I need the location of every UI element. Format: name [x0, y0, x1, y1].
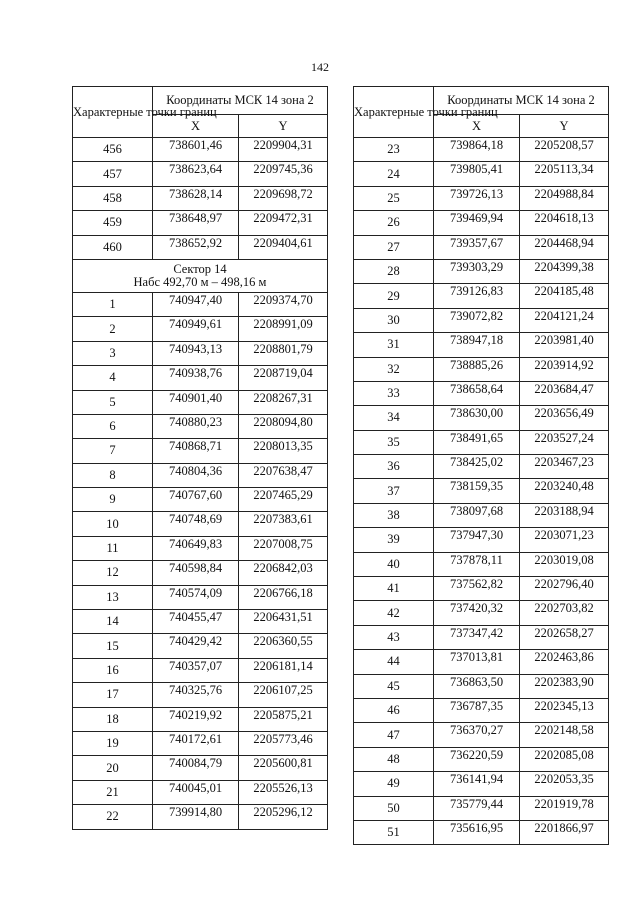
- coord-y: 2205600,81: [239, 756, 328, 780]
- table-row: [73, 805, 328, 829]
- coord-y: 2201866,97: [520, 820, 609, 844]
- coord-y: 2207383,61: [239, 512, 328, 536]
- point-number: 17: [73, 683, 153, 707]
- point-number: 51: [354, 820, 434, 844]
- table-row: [354, 625, 609, 649]
- coord-y: 2201919,78: [520, 796, 609, 820]
- point-number: 19: [73, 731, 153, 755]
- coord-y: 2206181,14: [239, 658, 328, 682]
- coord-y: 2208267,31: [239, 390, 328, 414]
- coord-x: 737562,82: [434, 577, 520, 601]
- point-number: 1: [73, 292, 153, 316]
- point-number: 27: [354, 235, 434, 259]
- coord-x: 738491,65: [434, 430, 520, 454]
- point-number: 24: [354, 162, 434, 186]
- coord-y: 2203071,23: [520, 528, 609, 552]
- coord-y: 2203240,48: [520, 479, 609, 503]
- table-row: [73, 366, 328, 390]
- coord-x: 739805,41: [434, 162, 520, 186]
- coord-x: 738623,64: [153, 162, 239, 186]
- coord-y: 2209745,36: [239, 162, 328, 186]
- sector-title: Сектор 14: [173, 261, 227, 276]
- point-number: 37: [354, 479, 434, 503]
- point-number: 6: [73, 414, 153, 438]
- point-number: 460: [73, 235, 153, 259]
- coord-y: 2203527,24: [520, 430, 609, 454]
- coord-x: 740219,92: [153, 707, 239, 731]
- coord-x: 738885,26: [434, 357, 520, 381]
- coord-y: 2204185,48: [520, 284, 609, 308]
- point-number: 32: [354, 357, 434, 381]
- table-row: [354, 528, 609, 552]
- table-row: [73, 561, 328, 585]
- point-number: 29: [354, 284, 434, 308]
- header-x: X: [434, 115, 520, 138]
- coordinates-table-left: [72, 86, 328, 830]
- table-row: [354, 796, 609, 820]
- table-row: [73, 610, 328, 634]
- point-number: 39: [354, 528, 434, 552]
- coord-y: 2208991,09: [239, 317, 328, 341]
- table-row: [354, 333, 609, 357]
- coord-y: 2209698,72: [239, 186, 328, 210]
- coord-x: 740868,71: [153, 439, 239, 463]
- point-number: 20: [73, 756, 153, 780]
- table-row: [73, 634, 328, 658]
- coord-y: 2206842,03: [239, 561, 328, 585]
- table-row: [73, 707, 328, 731]
- coord-x: 738097,68: [434, 503, 520, 527]
- point-number: 28: [354, 259, 434, 283]
- coord-y: 2202796,40: [520, 577, 609, 601]
- coord-y: 2203467,23: [520, 455, 609, 479]
- table-row: [73, 463, 328, 487]
- point-number: 26: [354, 211, 434, 235]
- coord-y: 2202658,27: [520, 625, 609, 649]
- coord-y: 2204468,94: [520, 235, 609, 259]
- coord-y: 2203981,40: [520, 333, 609, 357]
- coord-x: 740325,76: [153, 683, 239, 707]
- table-row: [73, 414, 328, 438]
- table-row: [354, 601, 609, 625]
- table-row: [73, 162, 328, 186]
- coord-y: 2206431,51: [239, 610, 328, 634]
- point-number: 458: [73, 186, 153, 210]
- point-number: 45: [354, 674, 434, 698]
- coord-y: 2202383,90: [520, 674, 609, 698]
- point-number: 25: [354, 186, 434, 210]
- coord-x: 740947,40: [153, 292, 239, 316]
- coord-x: 738425,02: [434, 455, 520, 479]
- coord-x: 740804,36: [153, 463, 239, 487]
- table-row: [354, 138, 609, 162]
- table-row: [73, 488, 328, 512]
- coord-x: 740880,23: [153, 414, 239, 438]
- coord-x: 738658,64: [434, 381, 520, 405]
- point-number: 47: [354, 723, 434, 747]
- coord-y: 2202703,82: [520, 601, 609, 625]
- coord-x: 737420,32: [434, 601, 520, 625]
- table-row: [354, 698, 609, 722]
- table-row: [354, 723, 609, 747]
- coord-x: 738947,18: [434, 333, 520, 357]
- sector-subtitle: Набс 492,70 м – 498,16 м: [133, 274, 267, 289]
- coord-x: 739126,83: [434, 284, 520, 308]
- header-y: Y: [239, 115, 328, 138]
- table-row: [354, 479, 609, 503]
- coord-y: 2202463,86: [520, 650, 609, 674]
- coord-x: 740084,79: [153, 756, 239, 780]
- coord-x: 737878,11: [434, 552, 520, 576]
- coord-y: 2207465,29: [239, 488, 328, 512]
- point-number: 13: [73, 585, 153, 609]
- coordinates-table-right: [353, 86, 609, 845]
- table-row: [354, 455, 609, 479]
- point-number: 44: [354, 650, 434, 674]
- left-rows-top: [73, 138, 328, 260]
- table-row: [354, 747, 609, 771]
- table-row: [73, 536, 328, 560]
- page-number: 142: [311, 60, 329, 74]
- table-row: [354, 772, 609, 796]
- coord-x: 737013,81: [434, 650, 520, 674]
- coord-x: 739469,94: [434, 211, 520, 235]
- table-row: [354, 211, 609, 235]
- left-rows-bottom: [73, 292, 328, 829]
- table-row: [354, 406, 609, 430]
- coord-x: 740357,07: [153, 658, 239, 682]
- right-rows: [354, 138, 609, 845]
- point-number: 42: [354, 601, 434, 625]
- coord-x: 740943,13: [153, 341, 239, 365]
- point-number: 11: [73, 536, 153, 560]
- point-number: 3: [73, 341, 153, 365]
- coord-y: 2209904,31: [239, 138, 328, 162]
- coord-y: 2209404,61: [239, 235, 328, 259]
- point-number: 50: [354, 796, 434, 820]
- coord-y: 2202345,13: [520, 698, 609, 722]
- table-row: [73, 756, 328, 780]
- coord-y: 2203684,47: [520, 381, 609, 405]
- table-row: [73, 731, 328, 755]
- table-row: [354, 357, 609, 381]
- table-row: [354, 674, 609, 698]
- point-number: 35: [354, 430, 434, 454]
- table-row: [354, 381, 609, 405]
- coord-y: 2208801,79: [239, 341, 328, 365]
- point-number: 31: [354, 333, 434, 357]
- point-number: 15: [73, 634, 153, 658]
- coord-y: 2204121,24: [520, 308, 609, 332]
- point-number: 4: [73, 366, 153, 390]
- coord-x: 739726,13: [434, 186, 520, 210]
- coord-x: 740045,01: [153, 780, 239, 804]
- table-row: [73, 390, 328, 414]
- coord-x: 738648,97: [153, 211, 239, 235]
- point-number: 459: [73, 211, 153, 235]
- point-number: 40: [354, 552, 434, 576]
- table-row: [73, 512, 328, 536]
- coord-y: 2202053,35: [520, 772, 609, 796]
- coord-y: 2205526,13: [239, 780, 328, 804]
- coord-y: 2203656,49: [520, 406, 609, 430]
- coord-x: 740574,09: [153, 585, 239, 609]
- coord-x: 735616,95: [434, 820, 520, 844]
- point-number: 48: [354, 747, 434, 771]
- coord-y: 2205208,57: [520, 138, 609, 162]
- coord-y: 2208013,35: [239, 439, 328, 463]
- coord-x: 740901,40: [153, 390, 239, 414]
- header-boundary-points: Характерные точки границ: [73, 87, 153, 138]
- point-number: 22: [73, 805, 153, 829]
- coord-y: 2205773,46: [239, 731, 328, 755]
- coord-x: 738628,14: [153, 186, 239, 210]
- table-row: [354, 552, 609, 576]
- point-number: 7: [73, 439, 153, 463]
- point-number: 8: [73, 463, 153, 487]
- table-row: [354, 162, 609, 186]
- point-number: 457: [73, 162, 153, 186]
- coord-x: 736863,50: [434, 674, 520, 698]
- coord-y: 2204618,13: [520, 211, 609, 235]
- coord-x: 739914,80: [153, 805, 239, 829]
- coord-y: 2204988,84: [520, 186, 609, 210]
- coord-x: 736220,59: [434, 747, 520, 771]
- table-row: [73, 211, 328, 235]
- table-row: [354, 259, 609, 283]
- table-row: [354, 577, 609, 601]
- coord-y: 2206107,25: [239, 683, 328, 707]
- coord-y: 2202085,08: [520, 747, 609, 771]
- point-number: 46: [354, 698, 434, 722]
- point-number: 21: [73, 780, 153, 804]
- sector-caption: [73, 259, 328, 292]
- table-row: [73, 658, 328, 682]
- table-row: [73, 292, 328, 316]
- coord-x: 740767,60: [153, 488, 239, 512]
- point-number: 34: [354, 406, 434, 430]
- point-number: 5: [73, 390, 153, 414]
- coord-y: 2205875,21: [239, 707, 328, 731]
- sector-row: [73, 259, 328, 292]
- coord-y: 2204399,38: [520, 259, 609, 283]
- header-boundary-points: Характерные точки границ: [354, 87, 434, 138]
- coord-y: 2208719,04: [239, 366, 328, 390]
- coord-x: 740172,61: [153, 731, 239, 755]
- coord-x: 740949,61: [153, 317, 239, 341]
- table-row: [354, 235, 609, 259]
- point-number: 10: [73, 512, 153, 536]
- coord-x: 739357,67: [434, 235, 520, 259]
- coord-x: 737347,42: [434, 625, 520, 649]
- table-row: [73, 317, 328, 341]
- table-row: [73, 341, 328, 365]
- coord-y: 2209472,31: [239, 211, 328, 235]
- table-row: [354, 284, 609, 308]
- coord-x: 739864,18: [434, 138, 520, 162]
- table-row: [73, 780, 328, 804]
- point-number: 49: [354, 772, 434, 796]
- point-number: 456: [73, 138, 153, 162]
- coord-x: 736787,35: [434, 698, 520, 722]
- coord-x: 739072,82: [434, 308, 520, 332]
- table-row: [354, 650, 609, 674]
- table-row: [354, 503, 609, 527]
- coord-x: 740429,42: [153, 634, 239, 658]
- point-number: 36: [354, 455, 434, 479]
- coord-x: 740649,83: [153, 536, 239, 560]
- coord-y: 2203019,08: [520, 552, 609, 576]
- coord-y: 2207008,75: [239, 536, 328, 560]
- table-row: [73, 439, 328, 463]
- header-y: Y: [520, 115, 609, 138]
- point-number: 38: [354, 503, 434, 527]
- coord-y: 2205296,12: [239, 805, 328, 829]
- point-number: 16: [73, 658, 153, 682]
- coord-y: 2208094,80: [239, 414, 328, 438]
- point-number: 18: [73, 707, 153, 731]
- coord-y: 2203914,92: [520, 357, 609, 381]
- table-row: [354, 308, 609, 332]
- coord-y: 2202148,58: [520, 723, 609, 747]
- point-number: 9: [73, 488, 153, 512]
- coord-x: 737947,30: [434, 528, 520, 552]
- point-number: 33: [354, 381, 434, 405]
- table-row: [73, 138, 328, 162]
- point-number: 23: [354, 138, 434, 162]
- table-row: [73, 235, 328, 259]
- coord-x: 740598,84: [153, 561, 239, 585]
- coord-y: 2205113,34: [520, 162, 609, 186]
- coord-x: 739303,29: [434, 259, 520, 283]
- coord-x: 738601,46: [153, 138, 239, 162]
- table-row: [354, 430, 609, 454]
- header-coordinates: Координаты МСК 14 зона 2: [153, 87, 328, 115]
- coord-x: 738630,00: [434, 406, 520, 430]
- header-coordinates: Координаты МСК 14 зона 2: [434, 87, 609, 115]
- coord-x: 740938,76: [153, 366, 239, 390]
- table-row: [73, 683, 328, 707]
- coord-y: 2207638,47: [239, 463, 328, 487]
- coord-x: 740455,47: [153, 610, 239, 634]
- coord-x: 738159,35: [434, 479, 520, 503]
- table-row: [354, 186, 609, 210]
- coord-x: 736141,94: [434, 772, 520, 796]
- header-x: X: [153, 115, 239, 138]
- point-number: 41: [354, 577, 434, 601]
- coord-x: 735779,44: [434, 796, 520, 820]
- point-number: 43: [354, 625, 434, 649]
- point-number: 14: [73, 610, 153, 634]
- point-number: 12: [73, 561, 153, 585]
- coord-y: 2203188,94: [520, 503, 609, 527]
- table-row: [354, 820, 609, 844]
- table-row: [73, 186, 328, 210]
- coord-y: 2206360,55: [239, 634, 328, 658]
- coord-x: 736370,27: [434, 723, 520, 747]
- coord-y: 2209374,70: [239, 292, 328, 316]
- table-row: [73, 585, 328, 609]
- point-number: 30: [354, 308, 434, 332]
- point-number: 2: [73, 317, 153, 341]
- coord-x: 740748,69: [153, 512, 239, 536]
- coord-x: 738652,92: [153, 235, 239, 259]
- coord-y: 2206766,18: [239, 585, 328, 609]
